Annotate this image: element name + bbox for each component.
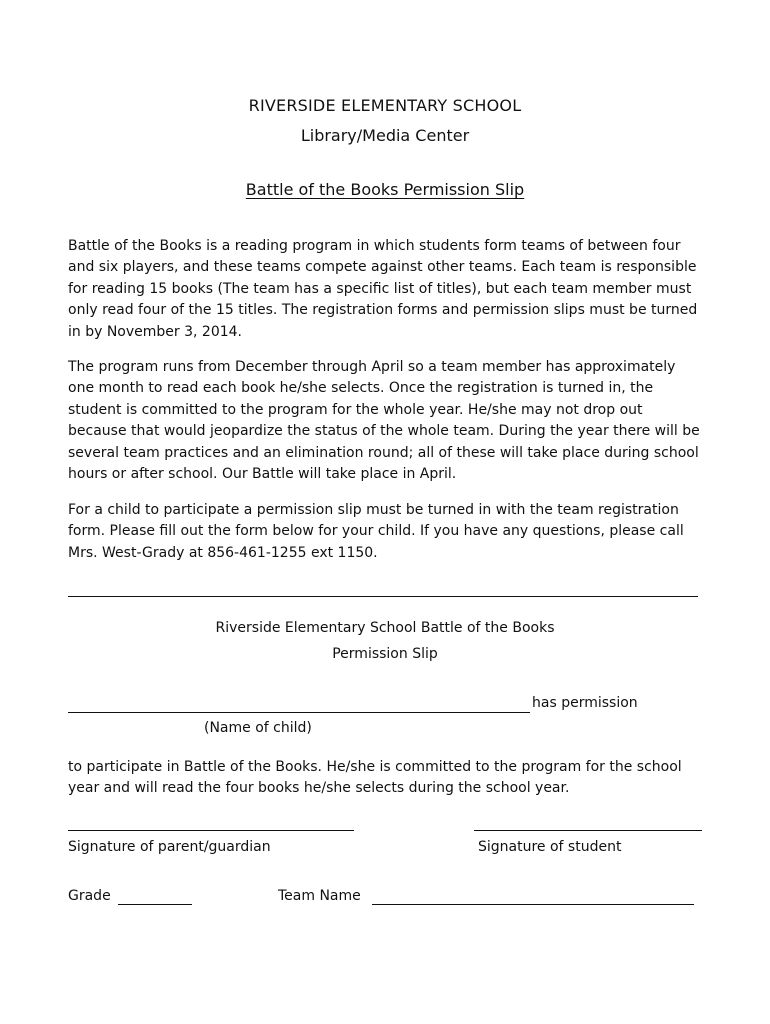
grade-label: Grade — [68, 888, 111, 904]
parent-signature-caption: Signature of parent/guardian — [68, 839, 271, 855]
student-signature-caption: Signature of student — [478, 839, 622, 855]
has-permission-text: has permission — [532, 695, 638, 711]
child-name-caption: (Name of child) — [204, 720, 312, 736]
slip-subtitle: Permission Slip — [332, 646, 438, 662]
commitment-statement: to participate in Battle of the Books. He/she is committed to the program for the school year and will read the four books he/she selects during the school year. — [68, 759, 682, 797]
team-name-label: Team Name — [278, 888, 361, 904]
parent-signature-line[interactable] — [68, 830, 354, 831]
team-name-line[interactable] — [372, 904, 694, 905]
department-name: Library/Media Center — [300, 126, 470, 145]
student-signature-line[interactable] — [474, 830, 702, 831]
document-title: Battle of the Books Permission Slip — [245, 180, 525, 199]
program-description-paragraph: Battle of the Books is a reading program in which students form teams of between four and six players, and these teams compete against other teams. Each team is responsible for reading 15 books (The team has a specific list of titles), but each team member must only read four of the 15 titles. The registration forms and permission slips must be turned in by November 3, 2014. — [68, 238, 698, 340]
school-name: RIVERSIDE ELEMENTARY SCHOOL — [248, 96, 522, 115]
grade-line[interactable] — [118, 904, 192, 905]
cut-line-divider — [68, 596, 698, 597]
program-schedule-paragraph: The program runs from December through April so a team member has approximately one month to read each book he/she selects. Once the registration is turned in, the student is committed to the program for the whole year. He/she may not drop out because that would jeopardize the status of the whole team. During the year there will be several team practices and an elimination round; all of these will take place during school hours or after school. Our Battle will take place in April. — [68, 359, 700, 483]
child-name-line[interactable] — [68, 712, 530, 713]
participation-instructions-paragraph: For a child to participate a permission slip must be turned in with the team registration form. Please fill out the form below for your child. If you have any questions, please call Mrs. West-Grady at 856-461-1255 ext 1150. — [68, 502, 684, 561]
slip-title: Riverside Elementary School Battle of the Books — [215, 620, 555, 636]
